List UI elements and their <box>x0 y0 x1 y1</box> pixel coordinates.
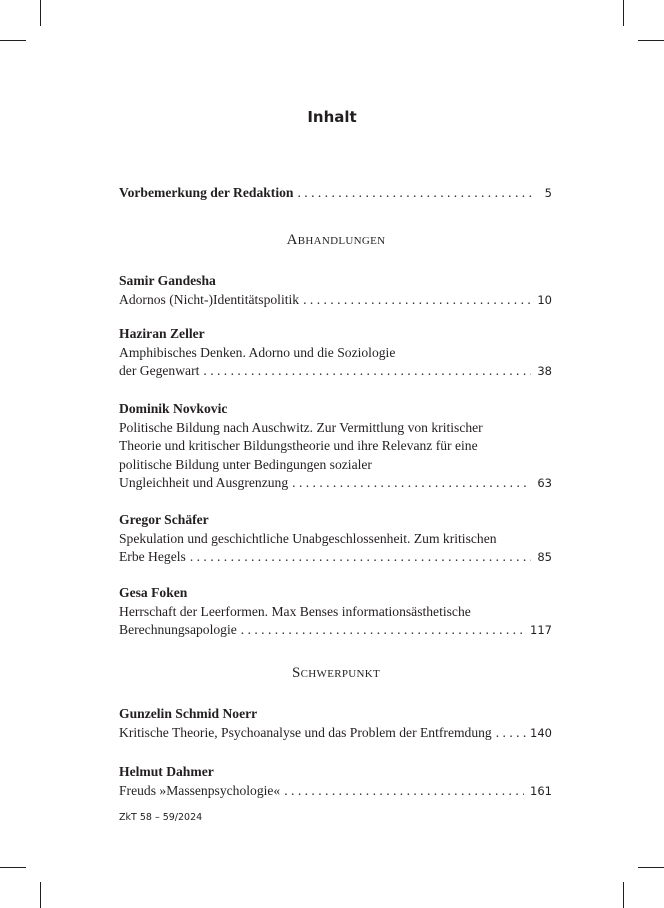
section-heading: Abhandlungen <box>286 232 386 248</box>
page-number: 38 <box>537 364 552 378</box>
toc-author: Gesa Foken <box>119 585 188 600</box>
leader-dots <box>292 474 531 493</box>
crop-mark <box>623 882 624 908</box>
toc-author: Haziran Zeller <box>119 326 205 341</box>
toc-author: Gregor Schäfer <box>119 512 209 527</box>
toc-entry-title: politische Bildung unter Bedingungen sozialer <box>119 456 372 472</box>
toc-entry-title: Freuds »Massenpsychologie« <box>119 782 281 798</box>
page-number: 140 <box>530 725 552 740</box>
crop-mark <box>638 40 664 41</box>
toc-entry-title: Herrschaft der Leerformen. Max Benses informationsästhetische <box>119 603 471 619</box>
toc-author: Helmut Dahmer <box>119 764 214 779</box>
leader-dots <box>297 184 532 203</box>
page-title: Inhalt <box>307 108 357 126</box>
page-number: 5 <box>544 186 552 200</box>
toc-entry <box>119 584 552 640</box>
crop-mark <box>0 867 26 868</box>
toc-entry-title: Adornos (Nicht-)Identitätspolitik <box>119 291 300 307</box>
page-number: 63 <box>537 476 552 490</box>
page-number: 10 <box>537 292 552 307</box>
footer-issue: ZkT 58 – 59/2024 <box>119 812 203 823</box>
toc-entry-title-end: Ungleichheit und Ausgrenzung <box>119 475 289 490</box>
toc-entry-title: Amphibisches Denken. Adorno und die Soziologie <box>119 344 396 360</box>
leader-dots <box>190 548 532 567</box>
toc-entry <box>119 400 552 493</box>
page-number: 85 <box>537 550 552 564</box>
toc-entry-title-end: Erbe Hegels <box>119 549 186 564</box>
page-number: 161 <box>530 783 552 798</box>
crop-mark <box>40 0 41 26</box>
toc-entry-title: Vorbemerkung der Redaktion <box>119 185 294 200</box>
crop-mark <box>638 867 664 868</box>
toc-entry-title: Spekulation und geschichtliche Unabgeschlossenheit. Zum kritischen <box>119 530 497 546</box>
crop-mark <box>0 40 26 41</box>
crop-mark <box>40 882 41 908</box>
page-number: 117 <box>530 623 552 637</box>
leader-dots <box>496 724 526 743</box>
toc-preface <box>119 184 552 203</box>
toc-entry-title: Politische Bildung nach Auschwitz. Zur Vermittlung von kritischer <box>119 419 483 435</box>
toc-entry-title: Kritische Theorie, Psychoanalyse und das Problem der Entfremdung <box>119 724 492 740</box>
toc-entry-title: Theorie und kritischer Bildungstheorie und ihre Relevanz für eine <box>119 438 478 453</box>
toc-entry <box>119 272 552 309</box>
toc-entry <box>119 763 552 800</box>
toc-author: Gunzelin Schmid Noerr <box>119 706 258 721</box>
toc-entry-title-end: der Gegenwart <box>119 363 200 378</box>
toc-author: Dominik Novkovic <box>119 401 228 416</box>
leader-dots <box>303 291 531 310</box>
leader-dots <box>284 782 524 801</box>
leader-dots <box>241 621 524 640</box>
toc-entry-title-end: Berechnungsapologie <box>119 622 237 637</box>
toc-entry <box>119 705 552 742</box>
section-heading: Schwerpunkt <box>291 665 381 681</box>
leader-dots <box>203 362 531 381</box>
toc-entry <box>119 511 552 567</box>
toc-author: Samir Gandesha <box>119 273 216 288</box>
crop-mark <box>623 0 624 26</box>
toc-entry <box>119 325 552 381</box>
